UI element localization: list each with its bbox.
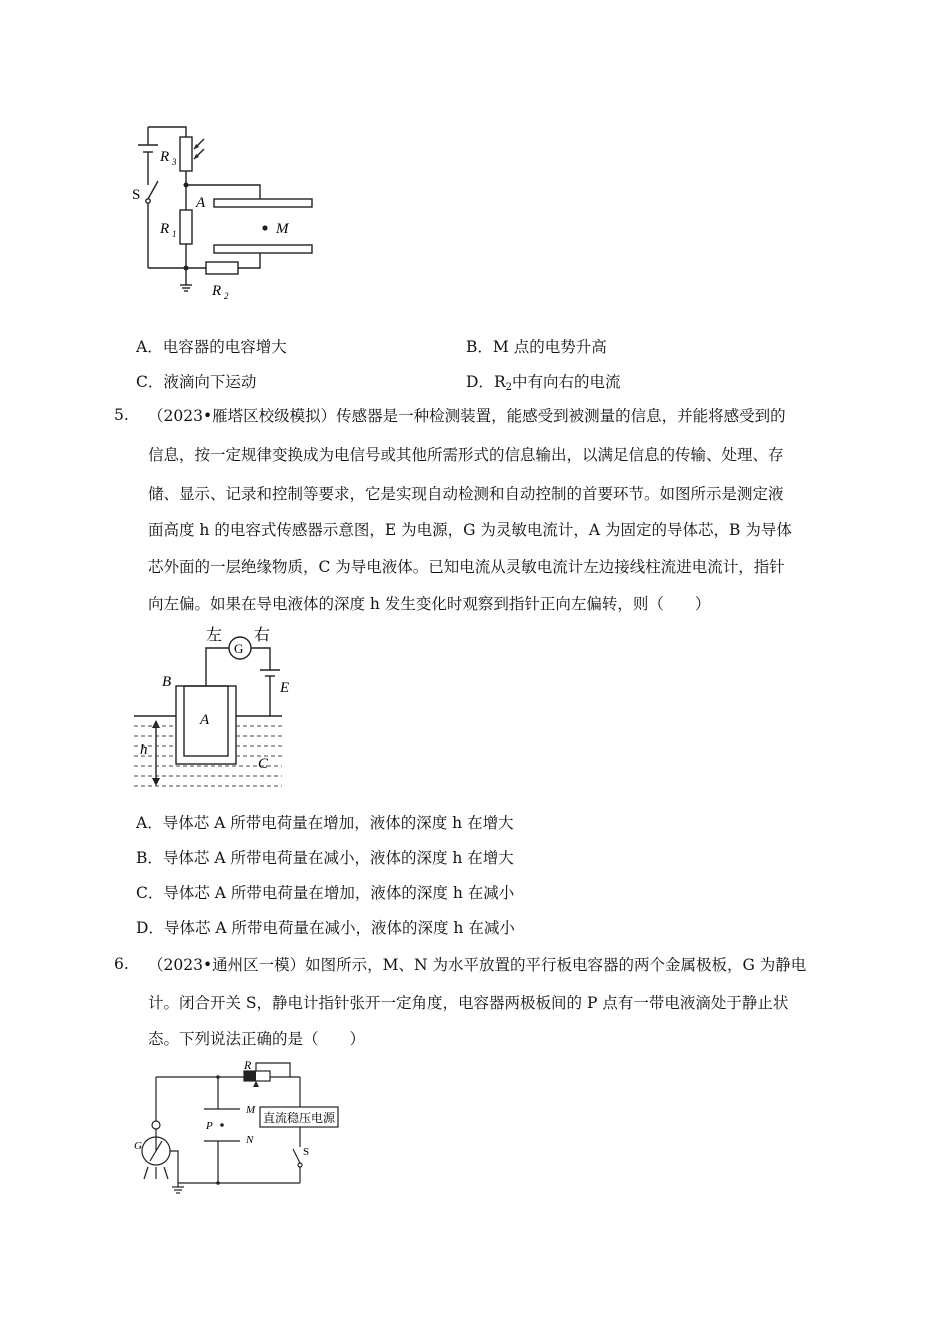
q4-option-a[interactable] (136, 337, 287, 357)
q6-number: 6. (114, 955, 129, 973)
q5-line-2: 信息，按一定规律变换成为电信号或其他所需形式的信息输出，以满足信息的传输、处理、存 (148, 446, 784, 464)
option-text: M 点的电势升高 (492, 338, 607, 356)
point-p-label: P (206, 1120, 213, 1132)
insulation-b-label: B (162, 674, 172, 690)
option-key: D． (136, 919, 164, 937)
option-text: 液滴向下运动 (163, 373, 257, 391)
option-text: 导体芯 A 所带电荷量在减小，液体的深度 h 在增大 (162, 849, 514, 867)
core-a-label: A (200, 712, 210, 728)
option-key: A． (136, 814, 163, 832)
plate-a-label: A (196, 195, 206, 211)
galvanometer-label: G (234, 641, 244, 656)
q5-line-4: 面高度 h 的电容式传感器示意图，E 为电源，G 为灵敏电流计，A 为固定的导体芯，B 为导体 (148, 521, 792, 539)
plate-n-label: N (246, 1134, 254, 1146)
switch-label: S (132, 187, 141, 203)
option-key: C． (136, 373, 164, 391)
left-label: 左 (206, 627, 223, 644)
q4-option-d[interactable] (466, 372, 621, 398)
switch-s-label: S (303, 1146, 310, 1158)
q5-option-a[interactable] (136, 813, 514, 833)
power-source-label: 直流稳压电源 (263, 1111, 336, 1125)
q5-line-6: 向左偏。如果在导电液体的深度 h 发生变化时观察到指针正向左偏转，则（ ） (148, 595, 711, 613)
q5-line-5: 芯外面的一层绝缘物质，C 为导电液体。已知电流从灵敏电流计左边接线柱流进电流计，指针 (148, 558, 785, 576)
r1-label: R (160, 221, 170, 237)
r1-sub: 1 (172, 229, 177, 239)
q6-line-3: 态。下列说法正确的是（ ） (148, 1030, 366, 1048)
q5-line-1: （2023•雁塔区校级模拟）传感器是一种检测装置，能感受到被测量的信息，并能将感受到的 (148, 407, 786, 425)
q4-option-c[interactable] (136, 372, 256, 392)
r2-sub: 2 (224, 291, 229, 301)
plate-m-label: M (246, 1104, 256, 1116)
q5-option-c[interactable] (136, 883, 514, 903)
option-key: A． (136, 338, 163, 356)
option-subscript: 2 (505, 382, 512, 393)
battery-e-label: E (280, 680, 290, 696)
option-key: B． (136, 849, 163, 867)
q5-number: 5. (114, 406, 129, 424)
q5-option-b[interactable] (136, 848, 514, 868)
depth-h-label: h (140, 742, 148, 758)
q5-option-d[interactable] (136, 918, 515, 938)
r2-label: R (212, 283, 222, 299)
option-text: 导体芯 A 所带电荷量在减小，液体的深度 h 在减小 (163, 919, 515, 937)
option-text: 中有向右的电流 (511, 373, 621, 391)
option-text: R (493, 373, 506, 391)
option-key: B． (466, 338, 493, 356)
q6-capacitor-diagram (130, 1055, 370, 1195)
rheostat-r-label: R (244, 1058, 252, 1072)
q5-line-3: 储、显示、记录和控制等要求，它是实现自动检测和自动控制的首要环节。如图所示是测定液 (148, 485, 784, 503)
option-text: 导体芯 A 所带电荷量在增加，液体的深度 h 在减小 (163, 884, 515, 902)
point-m-label: M (276, 221, 289, 237)
q5-sensor-diagram (130, 620, 290, 792)
option-text: 电容器的电容增大 (162, 338, 287, 356)
option-text: 导体芯 A 所带电荷量在增加，液体的深度 h 在增大 (162, 814, 514, 832)
r3-sub: 3 (172, 157, 177, 167)
option-key: C． (136, 884, 164, 902)
q6-line-2: 计。闭合开关 S，静电计指针张开一定角度，电容器两极板间的 P 点有一带电液滴处于静止状 (148, 994, 789, 1012)
option-key: D． (466, 373, 494, 391)
r3-label: R (160, 149, 170, 165)
q6-line-1: （2023•通州区一模）如图所示，M、N 为水平放置的平行板电容器的两个金属极板，G 为静电 (148, 956, 807, 974)
q4-circuit-diagram (120, 115, 330, 310)
electrometer-g-label: G (134, 1140, 142, 1152)
liquid-c-label: C (258, 756, 269, 772)
right-label: 右 (254, 627, 271, 644)
q4-option-b[interactable] (466, 337, 607, 357)
